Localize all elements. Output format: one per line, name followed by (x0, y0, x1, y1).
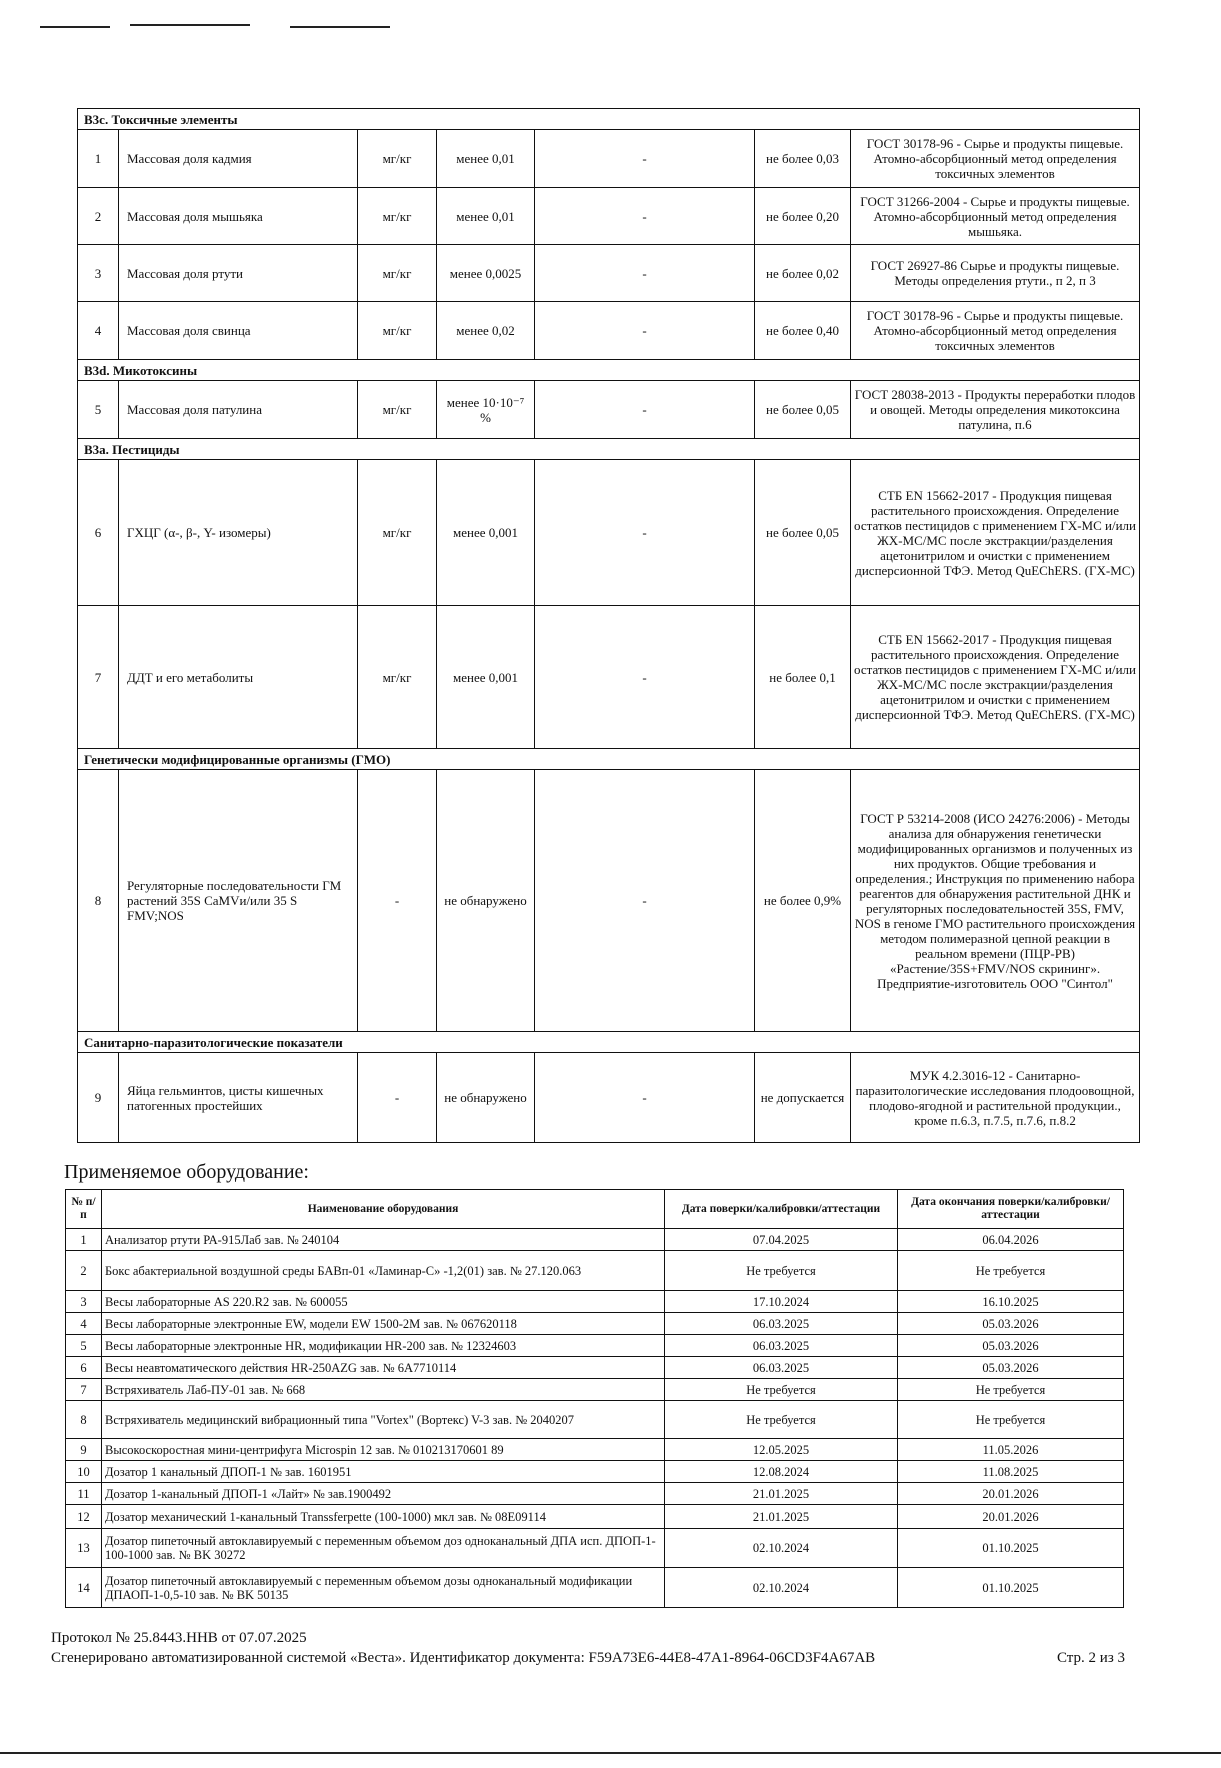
equipment-name: Весы лабораторные электронные EW, модели EW 1500-2M зав. № 067620118 (102, 1313, 665, 1335)
scan-mark (290, 26, 390, 28)
section-title: B3c. Токсичные элементы (78, 109, 1140, 130)
calibration-end-date: 11.08.2025 (898, 1461, 1124, 1483)
scan-mark (130, 24, 250, 26)
calibration-date: 06.03.2025 (665, 1357, 898, 1379)
header-end-date: Дата окончания поверки/калибровки/аттестации (898, 1190, 1124, 1229)
equipment-row (66, 1335, 1124, 1357)
calibration-date: 06.03.2025 (665, 1335, 898, 1357)
equipment-row (66, 1483, 1124, 1505)
unit: мг/кг (358, 381, 437, 439)
equipment-name: Весы лабораторные AS 220.R2 зав. № 600055 (102, 1291, 665, 1313)
calibration-date: Не требуется (665, 1379, 898, 1401)
test-method: ГОСТ 28038-2013 - Продукты переработки плодов и овощей. Методы определения микотоксина патулина, п.6 (851, 381, 1140, 439)
generated-by: Сгенерировано автоматизированной системой «Веста». Идентификатор документа: F59A73E6-44E8-47A1-8964-06CD3F4A67AB (51, 1650, 876, 1666)
equipment-row (66, 1461, 1124, 1483)
row-number: 5 (78, 381, 119, 439)
result: менее 0,01 (437, 188, 535, 245)
test-method: ГОСТ 26927-86 Сырье и продукты пищевые. Методы определения ртути., п 2, п 3 (851, 245, 1140, 302)
result: менее 0,0025 (437, 245, 535, 302)
norm: не допускается (755, 1053, 851, 1143)
row-number: 13 (66, 1529, 102, 1568)
extra-value: - (535, 302, 755, 360)
equipment-name: Дозатор механический 1-канальный Transsferpette (100-1000) мкл зав. № 08E09114 (102, 1505, 665, 1529)
indicator-name: Массовая доля ртути (119, 245, 358, 302)
row-number: 9 (78, 1053, 119, 1143)
equipment-row (66, 1401, 1124, 1439)
result: менее 0,001 (437, 460, 535, 606)
result: менее 0,01 (437, 130, 535, 188)
section-title: Санитарно-паразитологические показатели (78, 1032, 1140, 1053)
equipment-name: Бокс абактериальной воздушной среды БАВп-01 «Ламинар-С» -1,2(01) зав. № 27.120.063 (102, 1251, 665, 1291)
norm: не более 0,20 (755, 188, 851, 245)
equipment-row (66, 1357, 1124, 1379)
indicator-name: Яйца гельминтов, цисты кишечных патогенных простейших (119, 1053, 358, 1143)
calibration-date: 07.04.2025 (665, 1229, 898, 1251)
section-header (78, 749, 1140, 770)
section-header (78, 1032, 1140, 1053)
result: менее 10·10⁻⁷ % (437, 381, 535, 439)
norm: не более 0,05 (755, 460, 851, 606)
norm: не более 0,1 (755, 606, 851, 749)
test-method: ГОСТ 30178-96 - Сырье и продукты пищевые. Атомно-абсорбционный метод определения токсичных элементов (851, 130, 1140, 188)
table-row (78, 460, 1140, 606)
table-row (78, 130, 1140, 188)
extra-value: - (535, 606, 755, 749)
equipment-row (66, 1505, 1124, 1529)
row-number: 10 (66, 1461, 102, 1483)
row-number: 1 (78, 130, 119, 188)
unit: - (358, 1053, 437, 1143)
unit: мг/кг (358, 130, 437, 188)
equipment-name: Встряхиватель медицинский вибрационный типа "Vortex" (Вортекс) V-3 зав. № 2040207 (102, 1401, 665, 1439)
bottom-scan-line (0, 1752, 1221, 1754)
table-row (78, 245, 1140, 302)
equipment-row (66, 1313, 1124, 1335)
equipment-title: Применяемое оборудование: (64, 1161, 309, 1183)
calibration-date: 17.10.2024 (665, 1291, 898, 1313)
table-row (78, 1053, 1140, 1143)
calibration-end-date: 20.01.2026 (898, 1483, 1124, 1505)
calibration-date: Не требуется (665, 1251, 898, 1291)
test-method: ГОСТ Р 53214-2008 (ИСО 24276:2006) - Методы анализа для обнаружения генетически модифицированных организмов и полученных из них продуктов. Общие требования и определения.; Инструкция по применению набора реагентов для обнаружения растительной ДНК и регуляторных последовательностей 35S, FMV, NOS в геноме ГМО растительного происхождения методом полимеразной цепной реакции в реальном времени (ПЦР-РВ) «Растение/35S+FMV/NOS скрининг». Предприятие-изготовитель ООО "Синтол" (851, 770, 1140, 1032)
result: менее 0,02 (437, 302, 535, 360)
section-header (78, 360, 1140, 381)
test-method: ГОСТ 30178-96 - Сырье и продукты пищевые. Атомно-абсорбционный метод определения токсичных элементов (851, 302, 1140, 360)
equipment-name: Высокоскоростная мини-центрифуга Microspin 12 зав. № 010213170601 89 (102, 1439, 665, 1461)
equipment-row (66, 1229, 1124, 1251)
calibration-date: 21.01.2025 (665, 1505, 898, 1529)
test-method: СТБ EN 15662-2017 - Продукция пищевая растительного происхождения. Определение остатков пестицидов с применением ГХ-МС и/или ЖХ-МС/МС после экстракции/разделения ацетонитрилом и очистки с применением дисперсионной ТФЭ. Метод QuEChERS. (ГХ-МС) (851, 460, 1140, 606)
equipment-name: Весы лабораторные электронные HR, модификации HR-200 зав. № 12324603 (102, 1335, 665, 1357)
equipment-name: Весы неавтоматического действия HR-250AZG зав. № 6A7710114 (102, 1357, 665, 1379)
test-method: СТБ EN 15662-2017 - Продукция пищевая растительного происхождения. Определение остатков пестицидов с применением ГХ-МС и/или ЖХ-МС/МС после экстракции/разделения ацетонитрилом и очистки с применением дисперсионной ТФЭ. Метод QuEChERS. (ГХ-МС) (851, 606, 1140, 749)
calibration-end-date: Не требуется (898, 1401, 1124, 1439)
section-title: B3a. Пестициды (78, 439, 1140, 460)
equipment-name: Анализатор ртути РА-915Лаб зав. № 240104 (102, 1229, 665, 1251)
row-number: 3 (78, 245, 119, 302)
section-title: Генетически модифицированные организмы (ГМО) (78, 749, 1140, 770)
equipment-row (66, 1439, 1124, 1461)
calibration-date: Не требуется (665, 1401, 898, 1439)
row-number: 7 (78, 606, 119, 749)
extra-value: - (535, 188, 755, 245)
calibration-end-date: 06.04.2026 (898, 1229, 1124, 1251)
calibration-date: 02.10.2024 (665, 1529, 898, 1568)
row-number: 4 (66, 1313, 102, 1335)
calibration-date: 12.08.2024 (665, 1461, 898, 1483)
row-number: 3 (66, 1291, 102, 1313)
equipment-table (65, 1189, 1124, 1608)
norm: не более 0,02 (755, 245, 851, 302)
test-results-table (77, 108, 1140, 1143)
calibration-end-date: 01.10.2025 (898, 1529, 1124, 1568)
indicator-name: Массовая доля патулина (119, 381, 358, 439)
equipment-row (66, 1291, 1124, 1313)
equipment-row (66, 1568, 1124, 1608)
row-number: 1 (66, 1229, 102, 1251)
header-date: Дата поверки/калибровки/аттестации (665, 1190, 898, 1229)
extra-value: - (535, 245, 755, 302)
calibration-end-date: 01.10.2025 (898, 1568, 1124, 1608)
calibration-end-date: Не требуется (898, 1379, 1124, 1401)
unit: мг/кг (358, 460, 437, 606)
unit: мг/кг (358, 606, 437, 749)
calibration-date: 02.10.2024 (665, 1568, 898, 1608)
calibration-date: 21.01.2025 (665, 1483, 898, 1505)
header-name: Наименование оборудования (102, 1190, 665, 1229)
equipment-row (66, 1379, 1124, 1401)
row-number: 14 (66, 1568, 102, 1608)
unit: - (358, 770, 437, 1032)
equipment-name: Встряхиватель Лаб-ПУ-01 зав. № 668 (102, 1379, 665, 1401)
calibration-end-date: Не требуется (898, 1251, 1124, 1291)
unit: мг/кг (358, 302, 437, 360)
indicator-name: ДДТ и его метаболиты (119, 606, 358, 749)
row-number: 6 (66, 1357, 102, 1379)
test-method: МУК 4.2.3016-12 - Санитарно-паразитологические исследования плодоовощной, плодово-ягодной и растительной продукции., кроме п.6.3, п.7.5, п.7.6, п.8.2 (851, 1053, 1140, 1143)
equipment-name: Дозатор 1 канальный ДПОП-1 № зав. 1601951 (102, 1461, 665, 1483)
calibration-end-date: 05.03.2026 (898, 1357, 1124, 1379)
section-header (78, 439, 1140, 460)
equipment-name: Дозатор пипеточный автоклавируемый с переменным объемом доз одноканальный ДПА исп. ДПОП-1-100-1000 зав. № BK 30272 (102, 1529, 665, 1568)
row-number: 8 (78, 770, 119, 1032)
header-number: № п/п (66, 1190, 102, 1229)
result: не обнаружено (437, 1053, 535, 1143)
calibration-end-date: 11.05.2026 (898, 1439, 1124, 1461)
norm: не более 0,03 (755, 130, 851, 188)
extra-value: - (535, 770, 755, 1032)
extra-value: - (535, 460, 755, 606)
extra-value: - (535, 1053, 755, 1143)
protocol-number: Протокол № 25.8443.ННВ от 07.07.2025 (51, 1630, 307, 1646)
row-number: 4 (78, 302, 119, 360)
table-row (78, 770, 1140, 1032)
norm: не более 0,05 (755, 381, 851, 439)
section-header (78, 109, 1140, 130)
result: менее 0,001 (437, 606, 535, 749)
row-number: 9 (66, 1439, 102, 1461)
page-number: Стр. 2 из 3 (1057, 1650, 1125, 1666)
row-number: 7 (66, 1379, 102, 1401)
calibration-end-date: 05.03.2026 (898, 1335, 1124, 1357)
test-method: ГОСТ 31266-2004 - Сырье и продукты пищевые. Атомно-абсорбционный метод определения мышьяка. (851, 188, 1140, 245)
equipment-row (66, 1529, 1124, 1568)
table-row (78, 381, 1140, 439)
section-title: B3d. Микотоксины (78, 360, 1140, 381)
unit: мг/кг (358, 245, 437, 302)
calibration-end-date: 20.01.2026 (898, 1505, 1124, 1529)
extra-value: - (535, 130, 755, 188)
extra-value: - (535, 381, 755, 439)
row-number: 2 (78, 188, 119, 245)
indicator-name: Массовая доля кадмия (119, 130, 358, 188)
row-number: 5 (66, 1335, 102, 1357)
calibration-end-date: 05.03.2026 (898, 1313, 1124, 1335)
row-number: 2 (66, 1251, 102, 1291)
row-number: 6 (78, 460, 119, 606)
equipment-name: Дозатор 1-канальный ДПОП-1 «Лайт» № зав.1900492 (102, 1483, 665, 1505)
indicator-name: Массовая доля свинца (119, 302, 358, 360)
table-row (78, 606, 1140, 749)
row-number: 8 (66, 1401, 102, 1439)
equipment-row (66, 1251, 1124, 1291)
indicator-name: Регуляторные последовательности ГМ растений 35S CaMVи/или 35 S FMV;NOS (119, 770, 358, 1032)
row-number: 11 (66, 1483, 102, 1505)
row-number: 12 (66, 1505, 102, 1529)
scan-mark (40, 26, 110, 28)
norm: не более 0,9% (755, 770, 851, 1032)
unit: мг/кг (358, 188, 437, 245)
calibration-date: 12.05.2025 (665, 1439, 898, 1461)
equipment-name: Дозатор пипеточный автоклавируемый с переменным объемом дозы одноканальный модификации ДПАОП-1-0,5-10 зав. № BK 50135 (102, 1568, 665, 1608)
indicator-name: Массовая доля мышьяка (119, 188, 358, 245)
indicator-name: ГХЦГ (α-, β-, Y- изомеры) (119, 460, 358, 606)
calibration-end-date: 16.10.2025 (898, 1291, 1124, 1313)
result: не обнаружено (437, 770, 535, 1032)
calibration-date: 06.03.2025 (665, 1313, 898, 1335)
table-row (78, 188, 1140, 245)
norm: не более 0,40 (755, 302, 851, 360)
table-row (78, 302, 1140, 360)
